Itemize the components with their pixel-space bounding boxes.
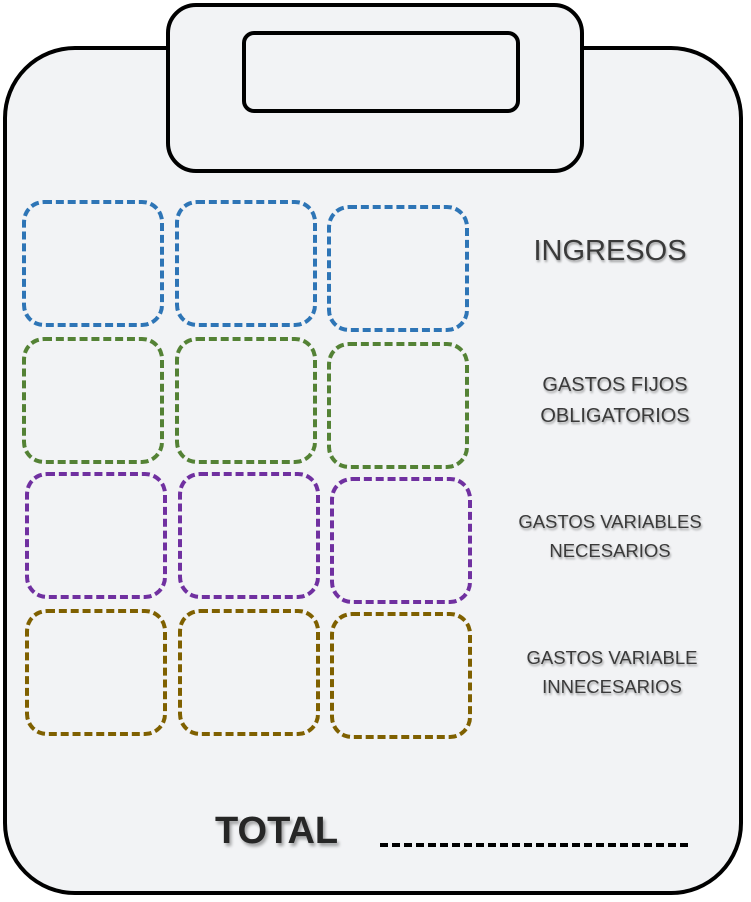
- gastos-necesarios-box-3[interactable]: [330, 477, 472, 604]
- label-ingresos: INGRESOS: [533, 235, 687, 267]
- total-blank-line[interactable]: [380, 843, 688, 847]
- gastos-fijos-box-3[interactable]: [327, 342, 469, 469]
- ingresos-box-1[interactable]: [22, 200, 164, 327]
- gastos-fijos-box-2[interactable]: [175, 337, 317, 464]
- gastos-innecesarios-box-3[interactable]: [330, 612, 472, 739]
- gastos-innecesarios-box-2[interactable]: [178, 609, 320, 736]
- ingresos-box-3[interactable]: [327, 205, 469, 332]
- gastos-necesarios-box-2[interactable]: [178, 472, 320, 599]
- gastos-fijos-box-1[interactable]: [22, 337, 164, 464]
- clipboard-clip: [166, 3, 584, 173]
- gastos-necesarios-box-1[interactable]: [25, 472, 167, 599]
- clipboard-board: [3, 46, 743, 895]
- label-gastos-variable-innecesarios: GASTOS VARIABLE INNECESARIOS: [526, 647, 698, 697]
- label-gastos-variables-necesarios: GASTOS VARIABLES NECESARIOS: [518, 511, 702, 561]
- ingresos-box-2[interactable]: [175, 200, 317, 327]
- clip-slot: [242, 31, 520, 113]
- gastos-innecesarios-box-1[interactable]: [25, 609, 167, 736]
- label-gastos-fijos: GASTOS FIJOS OBLIGATORIOS: [540, 374, 690, 427]
- total-label: TOTAL: [215, 810, 339, 852]
